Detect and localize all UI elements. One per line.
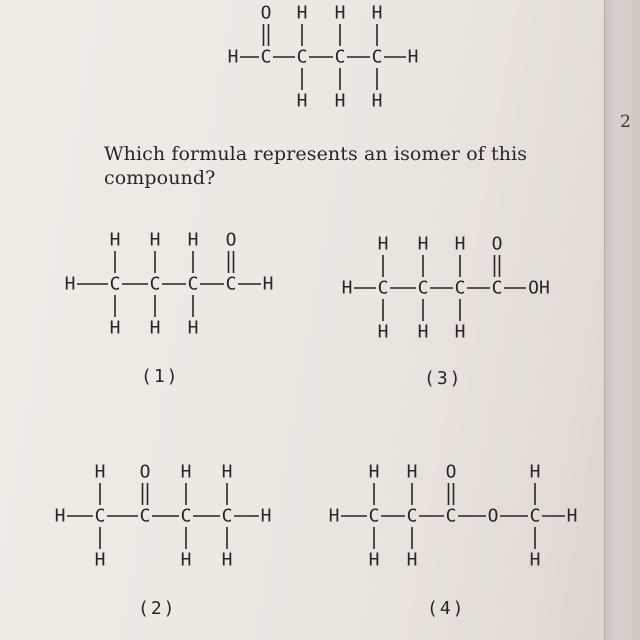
top-chain-atom-1: C bbox=[260, 46, 272, 68]
choice1-chain-atom-5: H bbox=[262, 273, 274, 295]
choice4-chain-atom-5: C bbox=[529, 505, 541, 527]
top-chain-atom-5: H bbox=[407, 46, 419, 68]
choice4-top-atom-5: H bbox=[529, 461, 541, 483]
choice3-chain-atom-3: C bbox=[454, 277, 466, 299]
choice2-chain-atom-4: C bbox=[221, 505, 233, 527]
top-top-atom-4: H bbox=[371, 2, 383, 24]
choice4-top-atom-1: H bbox=[368, 461, 380, 483]
top-chain-atom-2: C bbox=[296, 46, 308, 68]
choice2-chain-atom-1: C bbox=[94, 505, 106, 527]
choice3-chain-atom-1: C bbox=[377, 277, 389, 299]
choice1-bottom-atom-3: H bbox=[187, 317, 199, 339]
question-line-1: Which formula represents an isomer of this bbox=[104, 143, 528, 165]
top-chain-atom-4: C bbox=[371, 46, 383, 68]
choice4-bottom-atom-1: H bbox=[368, 549, 380, 571]
top-bottom-atom-4: H bbox=[371, 90, 383, 112]
choice3-bottom-atom-3: H bbox=[454, 321, 466, 343]
choice1-chain-atom-2: C bbox=[149, 273, 161, 295]
choice-label-1: (1) bbox=[141, 366, 180, 387]
choice1-top-atom-4: O bbox=[225, 229, 237, 251]
choice1-top-atom-1: H bbox=[109, 229, 121, 251]
question-line-2: compound? bbox=[104, 167, 216, 189]
top-bottom-atom-3: H bbox=[334, 90, 346, 112]
choice4-chain-atom-0: H bbox=[328, 505, 340, 527]
choice-label-2: (2) bbox=[138, 598, 177, 619]
top-top-atom-2: H bbox=[296, 2, 308, 24]
choice4-top-atom-2: H bbox=[406, 461, 418, 483]
top-top-atom-1: O bbox=[260, 2, 272, 24]
choice3-top-atom-3: H bbox=[454, 233, 466, 255]
choice2-top-atom-4: H bbox=[221, 461, 233, 483]
choice3-top-atom-4: O bbox=[491, 233, 503, 255]
choice3-top-atom-2: H bbox=[417, 233, 429, 255]
choice-label-3: (3) bbox=[424, 368, 463, 389]
choice4-top-atom-3: O bbox=[445, 461, 457, 483]
choice1-chain-atom-1: C bbox=[109, 273, 121, 295]
choice2-bottom-atom-1: H bbox=[94, 549, 106, 571]
choice4-chain-atom-4: O bbox=[487, 505, 499, 527]
choice2-bottom-atom-4: H bbox=[221, 549, 233, 571]
choice2-top-atom-1: H bbox=[94, 461, 106, 483]
margin-page-number: 2 bbox=[620, 112, 631, 132]
choice4-chain-atom-3: C bbox=[445, 505, 457, 527]
choice2-chain-atom-5: H bbox=[260, 505, 272, 527]
choice4-bottom-atom-5: H bbox=[529, 549, 541, 571]
choice2-chain-atom-0: H bbox=[54, 505, 66, 527]
choice3-top-atom-1: H bbox=[377, 233, 389, 255]
choice4-chain-atom-1: C bbox=[368, 505, 380, 527]
choice3-chain-atom-5: OH bbox=[528, 277, 550, 299]
choice1-top-atom-3: H bbox=[187, 229, 199, 251]
choice4-bottom-atom-2: H bbox=[406, 549, 418, 571]
top-top-atom-3: H bbox=[334, 2, 346, 24]
choice1-chain-atom-3: C bbox=[187, 273, 199, 295]
choice3-chain-atom-0: H bbox=[341, 277, 353, 299]
top-chain-atom-0: H bbox=[227, 46, 239, 68]
choice1-bottom-atom-1: H bbox=[109, 317, 121, 339]
top-bottom-atom-2: H bbox=[296, 90, 308, 112]
top-chain-atom-3: C bbox=[334, 46, 346, 68]
choice2-top-atom-3: H bbox=[180, 461, 192, 483]
choice2-chain-atom-2: C bbox=[139, 505, 151, 527]
choice3-bottom-atom-1: H bbox=[377, 321, 389, 343]
choice3-chain-atom-4: C bbox=[491, 277, 503, 299]
choice3-chain-atom-2: C bbox=[417, 277, 429, 299]
choice2-bottom-atom-3: H bbox=[180, 549, 192, 571]
choice1-chain-atom-0: H bbox=[64, 273, 76, 295]
choice1-top-atom-2: H bbox=[149, 229, 161, 251]
choice2-chain-atom-3: C bbox=[180, 505, 192, 527]
choice1-bottom-atom-2: H bbox=[149, 317, 161, 339]
choice4-chain-atom-6: H bbox=[566, 505, 578, 527]
choice4-chain-atom-2: C bbox=[406, 505, 418, 527]
choice-label-4: (4) bbox=[427, 598, 466, 619]
choice2-top-atom-2: O bbox=[139, 461, 151, 483]
choice3-bottom-atom-2: H bbox=[417, 321, 429, 343]
choice1-chain-atom-4: C bbox=[225, 273, 237, 295]
